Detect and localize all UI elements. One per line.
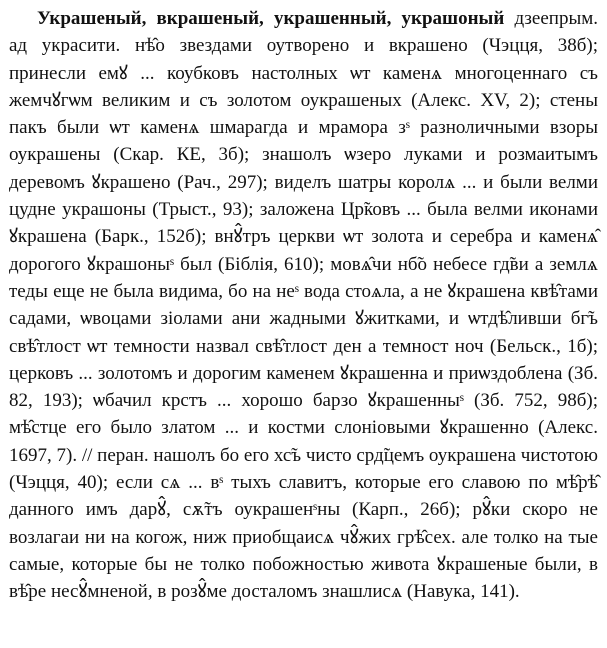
entry-headword: Украшеный, вкрашеный, украшенный, украшоный xyxy=(37,8,505,29)
entry-body-text: дзеепрым. ад украсити. нѣ̂о звездами оутворено и вкрашено (Чэцця, 38б); принесли емꙋ ... коубковъ настолных ѡт каменѧ многоценнаго съ жемчꙋгѡм великим и съ золотом оукрашеных (Алекс. XV, 2); стены пакъ были ѡт каменѧ шмарагда и мрамора зˢ разноличными взоры оукрашены (Скар. КЕ, 3б); знашолъ ѡзеро луками и розмаитымъ деревомъ ꙋкрашено (Рач., 297); виделъ шатры королѧ ... и были велми цудне украшоны (Трыст., 93); заложена Цр̃ковъ ... была велми иконами ꙋкрашена (Барк., 152б); внꙋ̂тръ церкви ѡт золота и серебра и каменѧ̂ дорогого ꙋкрашоныˢ был (Біблія, 610); мовѧ̂чи нб̃о небесе гд̃ви а землѧ теды еще не была видима, бо на неˢ вода стоѧла, а не ꙋкрашена квѣ̂тами садами, ѡвоцами зіолами ани жадными ꙋжитками, и ѡтдѣ̂ливши бг̃ъ свѣ̂тлост ѡт темности назвал свѣ̂тлост ден а темност ноч (Бельск., 1б); церковъ ... золотомъ и дорогим каменем ꙋкрашенна и приѡздоблена (Зб. 82, 193); ѡбачил крстъ ... хорошо барзо ꙋкрашенныˢ (Зб. 752, 98б); мѣ̂стце его было златом ... и костми слоніовыми ꙋкрашенно (Алекс. 1697, 7). // перан. нашолъ бо его хс̃ъ чисто срд̃цемъ оукрашена чистотою (Чэцця, 40); если сѧ ... вˢ тыхъ славитъ, которые его славою по мѣ̂рѣ̂ данного имъ дарꙋ̂, сѫ̃тъ оукрашенˢны (Карп., 26б); рꙋ̂ки скоро не возлагаи ни на когож, ниж приобщаисѧ чꙋ̂жих грѣ̂сех. але толко на тые самые, которые бы не толко побожностью живота ꙋкрашеные были, в вѣ̂ре несꙋ̂мненой, в розꙋ̂ме досталомъ знашлисѧ (Навука, 141). xyxy=(9,8,598,603)
dictionary-entry xyxy=(9,5,598,606)
